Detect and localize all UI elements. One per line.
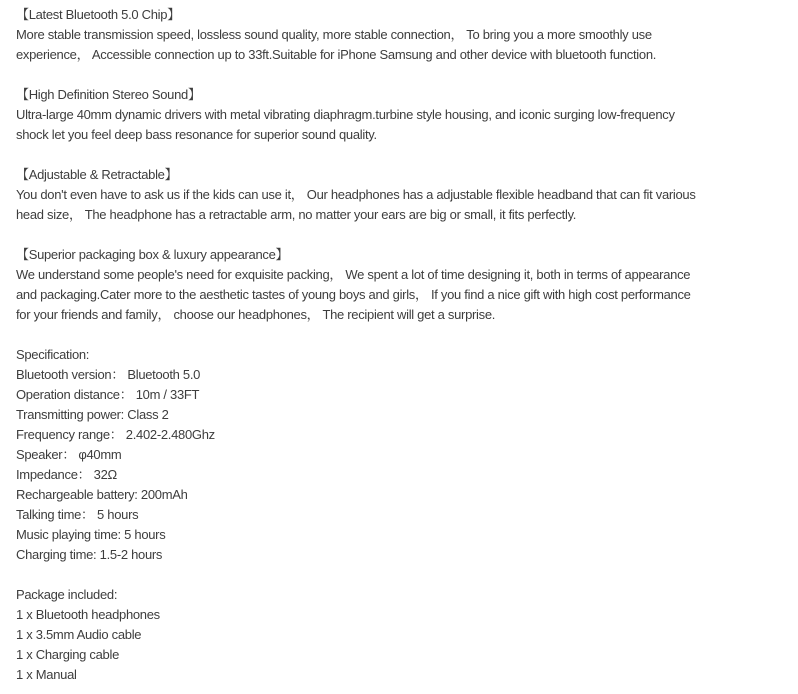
package-line-charging-cable: 1 x Charging cable	[16, 647, 119, 662]
section-heading: 【Adjustable & Retractable】	[16, 167, 178, 182]
section-body-line: We understand some people's need for exquisite packing， We spent a lot of time designing it, both in terms of appearance	[16, 267, 691, 282]
spec-line-speaker: Speaker： φ40mm	[16, 447, 122, 462]
spec-line-impedance: Impedance： 32Ω	[16, 467, 117, 482]
package-line-headphones: 1 x Bluetooth headphones	[16, 607, 160, 622]
specification-section	[16, 345, 798, 565]
section-body-line: You don't even have to ask us if the kids can use it， Our headphones has a adjustable flexible headband that can fit various	[16, 187, 696, 202]
feature-section-stereo-sound	[16, 85, 798, 145]
section-body-line: Ultra-large 40mm dynamic drivers with metal vibrating diaphragm.turbine style housing, and iconic surging low-frequency	[16, 107, 675, 122]
section-body-line: More stable transmission speed, lossless sound quality, more stable connection， To bring you a more smoothly use	[16, 27, 652, 42]
package-included-section	[16, 585, 798, 685]
section-body-line: and packaging.Cater more to the aesthetic tastes of young boys and girls， If you find a nice gift with high cost performance	[16, 287, 691, 302]
feature-section-packaging	[16, 245, 798, 325]
section-body-line: for your friends and family， choose our headphones， The recipient will get a surprise.	[16, 307, 496, 322]
section-body-line: head size， The headphone has a retractable arm, no matter your ears are big or small, it fits perfectly.	[16, 207, 577, 222]
spec-line-frequency-range: Frequency range： 2.402-2.480Ghz	[16, 427, 215, 442]
feature-section-adjustable	[16, 165, 798, 225]
spec-line-talking-time: Talking time： 5 hours	[16, 507, 139, 522]
spec-line-battery: Rechargeable battery: 200mAh	[16, 487, 188, 502]
spec-line-music-time: Music playing time: 5 hours	[16, 527, 166, 542]
spec-line-bluetooth-version: Bluetooth version： Bluetooth 5.0	[16, 367, 201, 382]
package-line-audio-cable: 1 x 3.5mm Audio cable	[16, 627, 142, 642]
spec-line-transmitting-power: Transmitting power: Class 2	[16, 407, 169, 422]
section-body-line: experience， Accessible connection up to 33ft.Suitable for iPhone Samsung and other device with bluetooth function.	[16, 47, 657, 62]
spec-line-operation-distance: Operation distance： 10m / 33FT	[16, 387, 200, 402]
package-title: Package included:	[16, 587, 118, 602]
spec-line-charging-time: Charging time: 1.5-2 hours	[16, 547, 163, 562]
section-body-line: shock let you feel deep bass resonance for superior sound quality.	[16, 127, 377, 142]
section-heading: 【High Definition Stereo Sound】	[16, 87, 201, 102]
package-line-manual: 1 x Manual	[16, 667, 77, 682]
section-heading: 【Latest Bluetooth 5.0 Chip】	[16, 7, 180, 22]
section-heading: 【Superior packaging box & luxury appearance】	[16, 247, 289, 262]
feature-section-bluetooth-chip	[16, 5, 798, 65]
specification-title: Specification:	[16, 347, 90, 362]
